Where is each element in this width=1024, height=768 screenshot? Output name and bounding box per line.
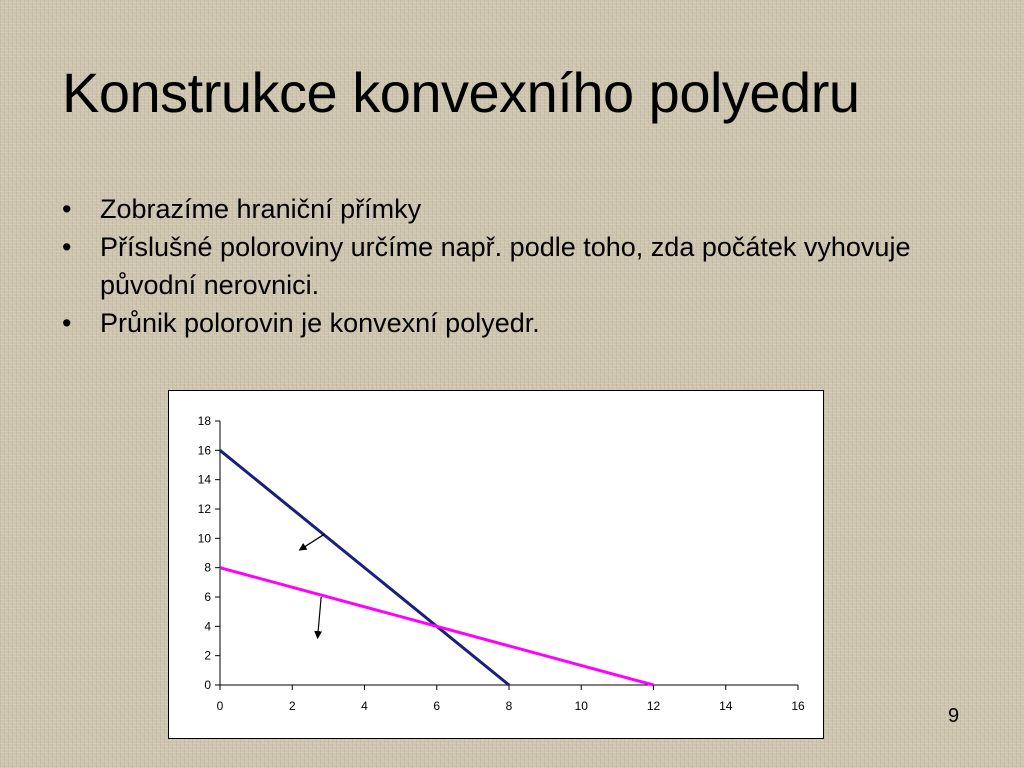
- y-tick-label: 16: [197, 443, 211, 458]
- bullet-item: [62, 228, 922, 304]
- halfplane-arrow-1: [299, 534, 324, 550]
- series-line-2: [220, 568, 654, 685]
- bullet-symbol: •: [62, 232, 72, 262]
- y-tick-label: 10: [197, 531, 211, 546]
- x-tick-label: 12: [646, 699, 661, 713]
- y-tick-label: 12: [197, 502, 211, 516]
- page-number: 9: [948, 705, 960, 727]
- x-tick-label: 6: [433, 699, 441, 713]
- halfplane-arrow-2: [318, 597, 322, 638]
- x-tick-label: 16: [791, 699, 805, 713]
- y-tick-label: 8: [204, 560, 211, 575]
- bullet-item: [62, 304, 922, 342]
- bullet-item: [62, 190, 922, 228]
- bullet-text: Příslušné poloroviny určíme např. podle toho, zda počátek vyhovuje původní nerovnici.: [100, 232, 911, 300]
- y-tick-label: 0: [204, 678, 211, 692]
- bullet-symbol: •: [62, 194, 72, 224]
- chart-frame: [168, 390, 824, 739]
- y-tick-label: 4: [204, 619, 211, 634]
- bullet-text: Průnik polorovin je konvexní polyedr.: [100, 308, 540, 338]
- x-tick-label: 8: [505, 699, 513, 713]
- y-tick-label: 14: [197, 472, 211, 487]
- x-tick-label: 0: [216, 699, 224, 713]
- y-tick-label: 6: [204, 590, 211, 604]
- y-tick-label: 18: [197, 414, 211, 428]
- series-layer: [220, 450, 654, 685]
- bullet-list: [62, 190, 922, 342]
- axes: [198, 414, 805, 713]
- line-chart: [169, 391, 823, 738]
- annotation-layer: [299, 534, 324, 638]
- x-tick-label: 14: [719, 699, 733, 713]
- series-line-1: [220, 450, 509, 685]
- x-tick-label: 10: [574, 699, 588, 713]
- bullet-text: Zobrazíme hraniční přímky: [100, 194, 422, 224]
- x-tick-label: 2: [288, 699, 296, 713]
- bullet-symbol: •: [62, 308, 72, 338]
- slide-title: Konstrukce konvexního polyedru: [62, 61, 860, 124]
- y-tick-label: 2: [204, 648, 211, 663]
- x-tick-label: 4: [361, 699, 368, 713]
